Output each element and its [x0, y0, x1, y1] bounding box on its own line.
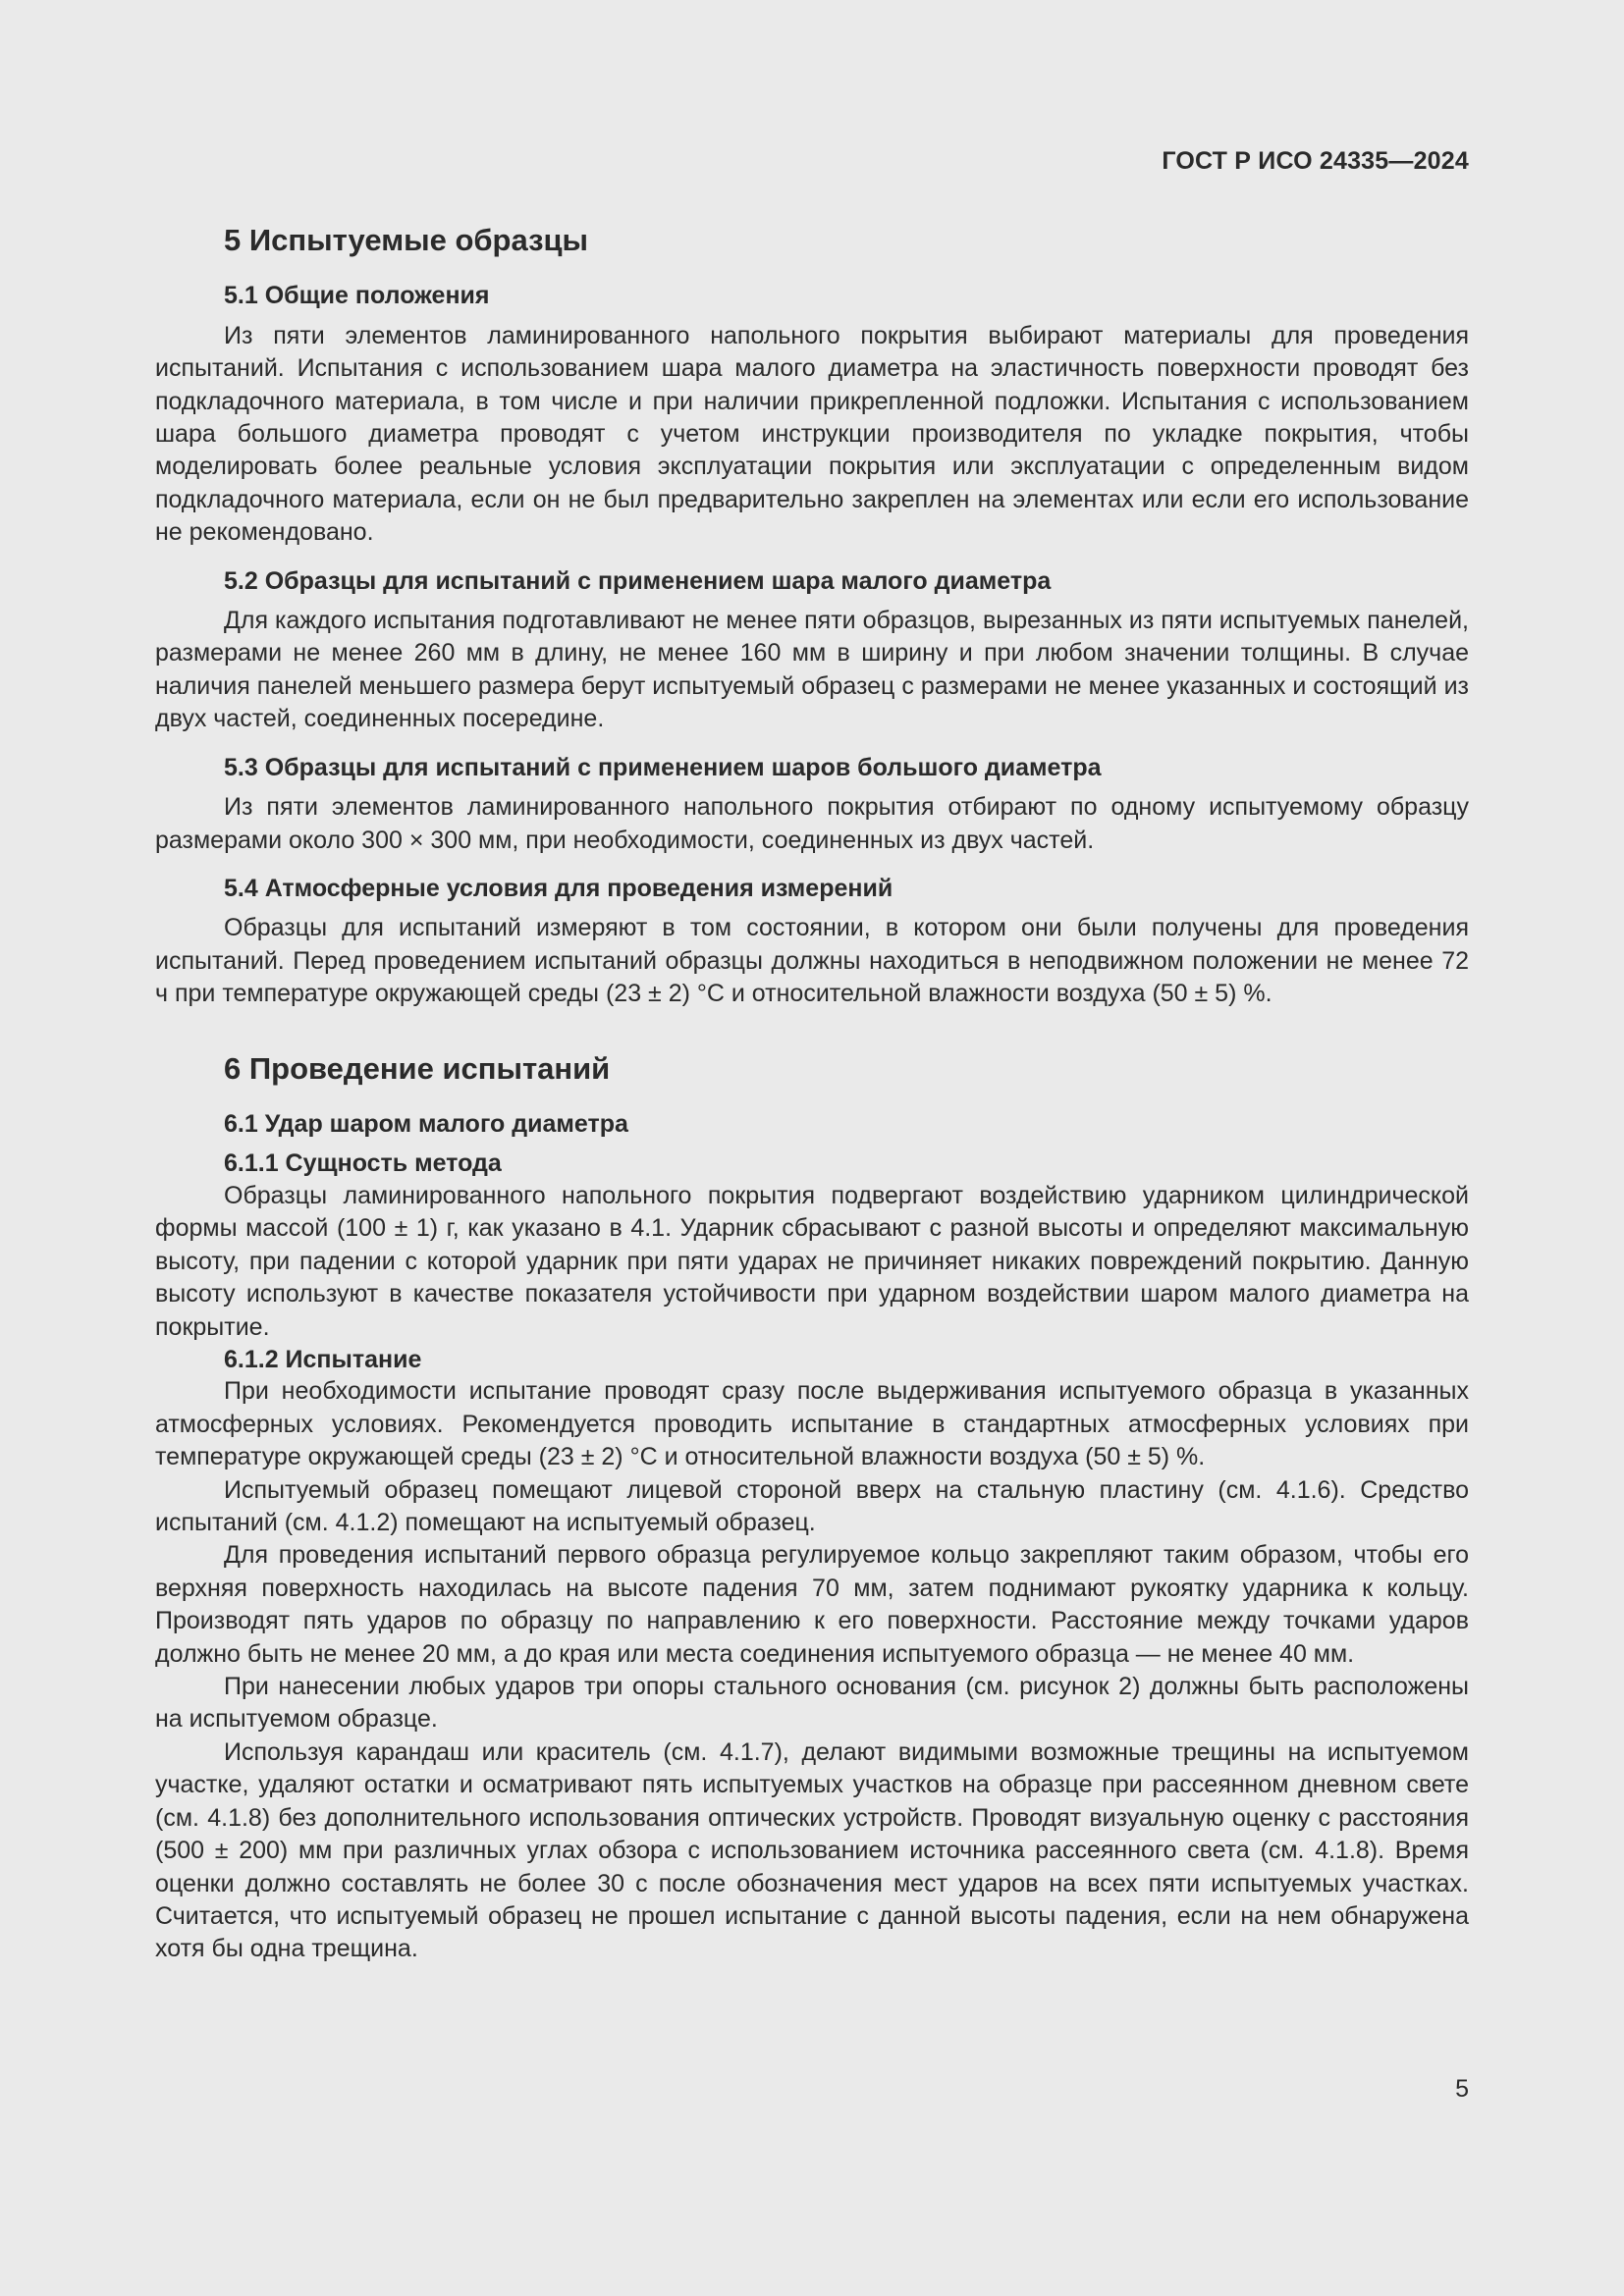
- section-6-1-1-title: 6.1.1 Сущность метода: [224, 1149, 502, 1178]
- section-6-1-2-paragraph-3: Для проведения испытаний первого образца регулируемое кольцо закрепляют таким образом, чтобы его верхняя поверхность находилась на высоте падения 70 мм, затем поднимают рукоятку ударника к кольцу. Производят пять ударов по образцу по направлению к его поверхности. Расстояние между точками ударов должно быть не менее 20 мм, а до края или места соединения испытуемого образца — не менее 40 мм.: [155, 1541, 1469, 1668]
- section-5-4-title: 5.4 Атмосферные условия для проведения измерений: [224, 874, 893, 902]
- document-header: ГОСТ Р ИСО 24335—2024: [1162, 147, 1469, 175]
- section-5-3-paragraph: Из пяти элементов ламинированного напольного покрытия отбирают по одному испытуемому образцу размерами около 300 × 300 мм, при необходимости, соединенных из двух частей.: [155, 793, 1469, 854]
- document-body: [155, 222, 1469, 1966]
- section-5-1-paragraph: Из пяти элементов ламинированного напольного покрытия выбирают материалы для проведения испытаний. Испытания с использованием шара малого диаметра на эластичность поверхности проводят без подкладочного материала, в том числе и при наличии прикрепленной подложки. Испытания с использованием шара большого диаметра проводят с учетом инструкции производителя по укладке покрытия, чтобы моделировать более реальные условия эксплуатации покрытия или эксплуатации с определенным видом подкладочного материала, если он не был предварительно закреплен на элементах или если его использование не рекомендовано.: [155, 321, 1469, 547]
- section-6-1-2-paragraph-5: Используя карандаш или краситель (см. 4.1.7), делают видимыми возможные трещины на испытуемом участке, удаляют остатки и осматривают пять испытуемых участков на образце при рассеянном дневном свете (см. 4.1.8) без дополнительного использования оптических устройств. Проводят визуальную оценку с расстояния (500 ± 200) мм при различных углах обзора с использованием источника рассеянного света (см. 4.1.8). Время оценки должно составлять не более 30 с после обозначения мест ударов на всех пяти испытуемых участках. Считается, что испытуемый образец не прошел испытание с данной высоты падения, если на нем обнаружена хотя бы одна трещина.: [155, 1737, 1469, 1963]
- section-6-1-2-paragraph-2: Испытуемый образец помещают лицевой стороной вверх на стальную пластину (см. 4.1.6). Средство испытаний (см. 4.1.2) помещают на испытуемый образец.: [155, 1475, 1469, 1537]
- page-number: 5: [1455, 2075, 1469, 2103]
- section-5-1-title: 5.1 Общие положения: [224, 282, 490, 310]
- section-5-3-title: 5.3 Образцы для испытаний с применением шаров большого диаметра: [224, 753, 1102, 781]
- section-5-2-paragraph: Для каждого испытания подготавливают не менее пяти образцов, вырезанных из пяти испытуемых панелей, размерами не менее 260 мм в длину, не менее 160 мм в ширину и при любом значении толщины. В случае наличия панелей меньшего размера берут испытуемый образец с размерами не менее указанных и состоящий из двух частей, соединенных посередине.: [155, 607, 1469, 733]
- section-6-1-1-paragraph: Образцы ламинированного напольного покрытия подвергают воздействию ударником цилиндрической формы массой (100 ± 1) г, как указано в 4.1. Ударник сбрасывают с разной высоты и определяют максимальную высоту, при падении с которой ударник при пяти ударах не причиняет никаких повреждений покрытию. Данную высоту используют в качестве показателя устойчивости при ударном воздействии шаром малого диаметра на покрытие.: [155, 1181, 1469, 1341]
- section-6-1-2-title: 6.1.2 Испытание: [224, 1345, 422, 1373]
- section-5-4-paragraph: Образцы для испытаний измеряют в том состоянии, в котором они были получены для проведения испытаний. Перед проведением испытаний образцы должны находиться в неподвижном положении не менее 72 ч при температуре окружающей среды (23 ± 2) °С и относительной влажности воздуха (50 ± 5) %.: [155, 914, 1469, 1008]
- section-6-1-2-paragraph-4: При нанесении любых ударов три опоры стального основания (см. рисунок 2) должны быть расположены на испытуемом образце.: [155, 1673, 1469, 1734]
- section-6-title: 6 Проведение испытаний: [224, 1050, 611, 1086]
- section-5-title: 5 Испытуемые образцы: [224, 223, 589, 257]
- section-6-1-title: 6.1 Удар шаром малого диаметра: [224, 1109, 628, 1138]
- section-6-1-2-paragraph-1: При необходимости испытание проводят сразу после выдерживания испытуемого образца в указанных атмосферных условиях. Рекомендуется проводить испытание в стандартных атмосферных условиях при температуре окружающей среды (23 ± 2) °С и относительной влажности воздуха (50 ± 5) %.: [155, 1377, 1469, 1471]
- section-5-2-title: 5.2 Образцы для испытаний с применением шара малого диаметра: [224, 566, 1052, 595]
